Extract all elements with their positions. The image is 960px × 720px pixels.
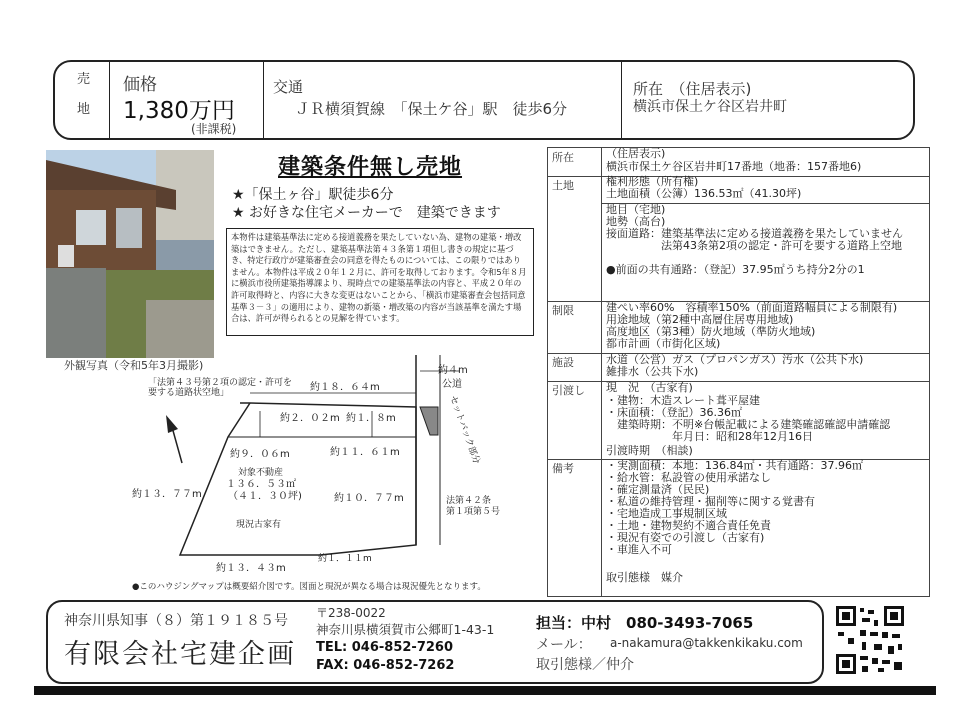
- exterior-photo: [46, 150, 214, 358]
- land-line-2: 土地面積（公簿）136.53㎡（41.30坪): [606, 187, 802, 200]
- plan-bottom-small: 約１．１１m: [318, 554, 372, 564]
- plan-right-dimension: 約１０．７７m: [334, 493, 404, 504]
- access-value: ＪＲ横須賀線 「保土ケ谷」駅 徒歩6分: [295, 100, 568, 118]
- remarks-line-8: ・車進入不可: [606, 543, 672, 556]
- category-label-bottom: 地: [77, 102, 91, 117]
- land-line-4: 地勢（高台): [606, 215, 666, 228]
- row-label-facilities: 施設: [552, 356, 574, 369]
- location-line-1: （住居表示): [606, 147, 666, 160]
- phone-number: TEL: 046-852-7260: [316, 640, 454, 655]
- plan-road-note-2: 要する道路状空地」: [148, 388, 230, 398]
- restriction-line-3: 高度地区（第3種）防火地域（準防火地域): [606, 325, 816, 338]
- location-label: 所在 （住居表示): [633, 80, 752, 98]
- header-summary-box: [53, 60, 915, 140]
- land-line-7: ●前面の共有通路：（登記）37.95㎡うち持分2分の1: [606, 263, 865, 276]
- land-line-6: 法第43条第2項の認定・許可を要する道路上空地: [606, 239, 902, 252]
- facilities-line-2: 雑排水（公共下水): [606, 365, 699, 378]
- facilities-line-1: 水道（公営）ガス（プロパンガス）汚水（公共下水): [606, 353, 864, 366]
- handover-line-4: 建築時期：不明※台帳記載による建築確認確認申請確認: [606, 418, 891, 431]
- restriction-line-2: 用途地域（第2種中高層住居専用地域): [606, 313, 794, 326]
- handover-line-1: 現 況 （古家有): [606, 381, 693, 394]
- price-note: (非課税): [191, 122, 237, 136]
- plan-road-depth: 約１．８m: [346, 413, 396, 424]
- plan-bottom-dimension: 約１３．４３m: [216, 563, 286, 574]
- transaction-type: 取引態様／仲介: [536, 657, 634, 673]
- company-address: 神奈川県横須賀市公郷町1-43-1: [316, 622, 495, 637]
- plan-public-road-width: 約４m: [438, 365, 468, 376]
- land-line-3: 地目（宅地): [606, 203, 666, 216]
- plan-disclaimer: ●このハウジングマップは概要紹介図です。図面と現況が異なる場合は現況優先となります。: [132, 582, 486, 592]
- remarks-line-3: ・確定測量済（民民): [606, 483, 710, 496]
- plan-area-sqm: １３６．５３㎡: [226, 479, 296, 490]
- location-value: 横浜市保土ケ谷区岩井町: [633, 99, 787, 115]
- location-line-2: 横浜市保土ケ谷区岩井町17番地（地番：157番地6): [606, 160, 862, 173]
- remarks-line-4: ・私道の維持管理・掘削等に関する覚書有: [606, 495, 815, 508]
- row-label-handover: 引渡し: [552, 384, 585, 397]
- mail-label: メール：: [536, 637, 592, 653]
- price-value: 1,380万円: [123, 98, 235, 124]
- plan-mid-left: 約９．０６m: [230, 449, 290, 460]
- highlight-station: ★「保土ヶ谷」駅徒歩6分: [232, 187, 394, 203]
- plan-target-label: 対象不動産: [238, 468, 284, 478]
- photo-caption: 外観写真（令和5年3月撮影): [64, 359, 204, 372]
- handover-line-5: 年月日：昭和28年12月16日: [606, 430, 813, 443]
- category-label-top: 売: [77, 72, 91, 87]
- row-label-location: 所在: [552, 151, 574, 164]
- plan-area-tsubo: （４１．３０坪): [228, 491, 302, 502]
- contact-person: 担当：中村 080-3493-7065: [536, 614, 754, 632]
- listing-title: 建築条件無し売地: [278, 155, 463, 180]
- remarks-line-6: ・土地・建物契約不適合責任免責: [606, 519, 771, 532]
- plan-public-road-label: 公道: [442, 379, 462, 390]
- mail-address[interactable]: a-nakamura@takkenkikaku.com: [610, 636, 803, 650]
- legal-notice: 本物件は建築基準法に定める接道義務を果たしていない為、建物の建築・増改築はできません。ただし、建築基準法第４３条第１項但し書きの規定に基づき、特定行政庁が建築審査会の同意を得たものについては、この限りではありません。本物件は平成２０年１２月に、許可を取得しております。令和5年８月に横浜市役所建築指導課より、現時点での建築基準法の内容と、平成２０年の許可取得時と、内容に大きな変更はないことから、「横浜市建築審査会包括同意基準３－３」の適用により、建物の新築・増改築の内容が当該基準を満たす場合は、許可が得られるとの見解を得ています。: [226, 228, 534, 336]
- plan-top-dimension: 約１８．６４m: [310, 382, 380, 393]
- restriction-line-4: 都市計画（市街化区域): [606, 337, 721, 350]
- fax-number: FAX: 046-852-7262: [316, 658, 455, 673]
- remarks-line-5: ・宅地造成工事規制区域: [606, 507, 727, 520]
- agency-footer: [46, 600, 824, 684]
- handover-line-3: ・床面積：（登記）36.36㎡: [606, 406, 742, 419]
- land-line-1: 権利形態（所有権): [606, 175, 699, 188]
- handover-line-2: ・建物：木造スレート葺平屋建: [606, 394, 760, 407]
- plan-road-width: 約２．０２m: [280, 413, 340, 424]
- qr-code[interactable]: [834, 604, 906, 676]
- restriction-line-1: 建ぺい率60% 容積率150%（前面道路幅員による制限有): [606, 301, 898, 314]
- row-label-land: 土地: [552, 179, 574, 192]
- license-number: 神奈川県知事（８）第１９１８５号: [64, 613, 288, 629]
- plan-road-law-2: 第１項第５号: [446, 507, 501, 517]
- remarks-line-10: 取引態様 媒介: [606, 571, 683, 584]
- row-label-restrictions: 制限: [552, 304, 574, 317]
- plan-left-dimension: 約１３．７７m: [132, 489, 202, 500]
- postal-code: 〒238-0022: [316, 606, 386, 620]
- remarks-line-2: ・給水管：私設管の使用承諾なし: [606, 471, 771, 484]
- company-name: 有限会社宅建企画: [64, 639, 296, 670]
- handover-line-6: 引渡時期 （相談): [606, 444, 693, 457]
- plan-existing-house: 現況古家有: [236, 520, 282, 530]
- price-label: 価格: [123, 75, 157, 95]
- land-line-5: 接面道路：建築基準法に定める接道義務を果たしていません: [606, 227, 903, 240]
- highlight-builder: ★ お好きな住宅メーカーで 建築できます: [232, 205, 501, 221]
- remarks-line-7: ・現況有姿での引渡し（古家有): [606, 531, 765, 544]
- access-label: 交通: [273, 78, 304, 96]
- site-plan: [120, 345, 540, 595]
- plan-mid-right: 約１１．６１m: [330, 447, 400, 458]
- remarks-line-1: ・実測面積：本地：136.84㎡・共有通路：37.96㎡: [606, 459, 863, 472]
- plan-road-note-1: 「法第４３号第２項の認定・許可を: [148, 378, 293, 388]
- plan-road-law-1: 法第４２条: [446, 496, 492, 506]
- bottom-rule: [34, 686, 936, 695]
- property-details-table: [547, 147, 930, 597]
- row-label-remarks: 備考: [552, 462, 574, 475]
- plan-setback-label: セットバック部分: [447, 394, 482, 466]
